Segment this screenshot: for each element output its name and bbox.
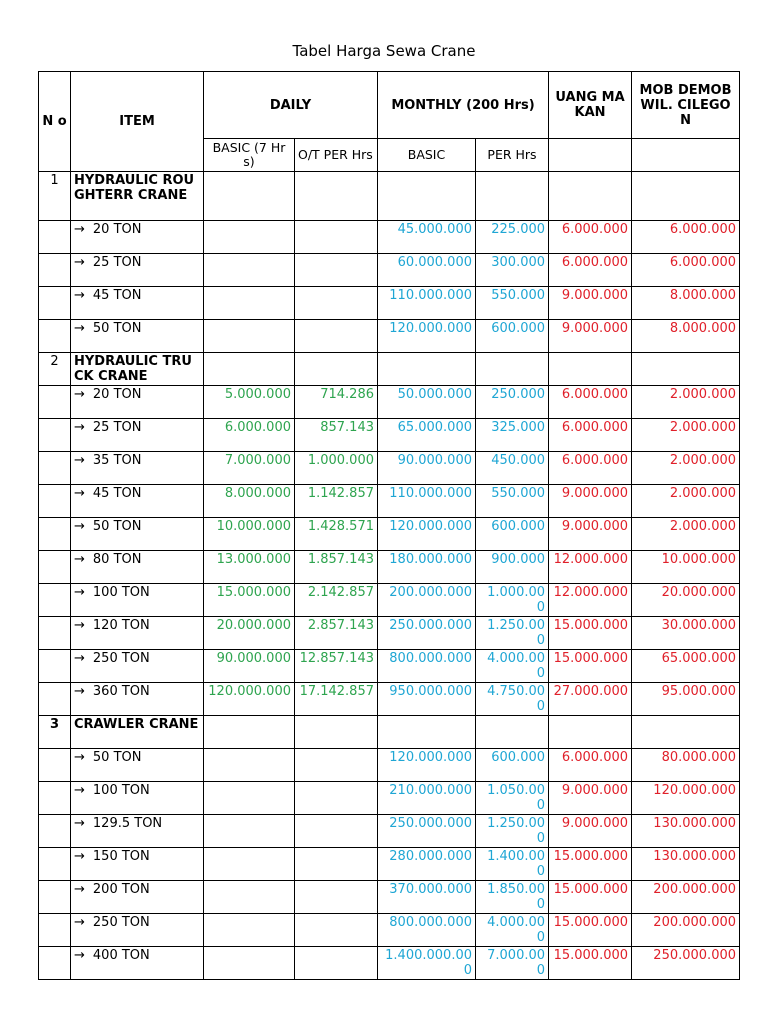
row-number-cell bbox=[39, 287, 71, 320]
arrow-right-icon: → bbox=[74, 585, 85, 600]
item-label: 100 TON bbox=[92, 783, 150, 798]
item-cell bbox=[71, 419, 204, 452]
row-number-cell bbox=[39, 683, 71, 716]
mob-demob-cell: 10.000.000 bbox=[632, 551, 740, 584]
empty-cell bbox=[549, 716, 632, 749]
table-row bbox=[39, 584, 740, 617]
mob-demob-cell: 8.000.000 bbox=[632, 287, 740, 320]
arrow-right-icon: → bbox=[74, 849, 85, 864]
empty-cell bbox=[476, 353, 549, 386]
group-name: HYDRAULIC TRUCK CRANE bbox=[71, 353, 204, 386]
daily-ot-cell: 857.143 bbox=[295, 419, 378, 452]
arrow-right-icon: → bbox=[74, 420, 85, 435]
monthly-basic-cell: 110.000.000 bbox=[378, 485, 476, 518]
table-row bbox=[39, 683, 740, 716]
header-daily-ot: O/T PER Hrs bbox=[295, 139, 378, 172]
monthly-basic-cell: 250.000.000 bbox=[378, 617, 476, 650]
item-label: 100 TON bbox=[92, 585, 150, 600]
daily-basic-cell: 5.000.000 bbox=[204, 386, 295, 419]
row-number-cell bbox=[39, 584, 71, 617]
monthly-basic-cell: 950.000.000 bbox=[378, 683, 476, 716]
uang-makan-cell: 6.000.000 bbox=[549, 386, 632, 419]
mob-demob-cell: 250.000.000 bbox=[632, 947, 740, 980]
header-no: N o bbox=[39, 72, 71, 172]
uang-makan-cell: 15.000.000 bbox=[549, 947, 632, 980]
table-row bbox=[39, 782, 740, 815]
table-row bbox=[39, 749, 740, 782]
uang-makan-cell: 6.000.000 bbox=[549, 749, 632, 782]
header-daily: DAILY bbox=[204, 72, 378, 139]
header-mob-demob: MOB DEMOB WIL. CILEGON bbox=[632, 72, 740, 139]
item-cell bbox=[71, 782, 204, 815]
daily-basic-cell bbox=[204, 320, 295, 353]
empty-cell bbox=[378, 172, 476, 221]
row-number-cell bbox=[39, 254, 71, 287]
daily-ot-cell: 2.857.143 bbox=[295, 617, 378, 650]
item-cell bbox=[71, 551, 204, 584]
row-number-cell bbox=[39, 782, 71, 815]
arrow-right-icon: → bbox=[74, 387, 85, 402]
row-number-cell bbox=[39, 848, 71, 881]
header-monthly-basic: BASIC bbox=[378, 139, 476, 172]
arrow-right-icon: → bbox=[74, 486, 85, 501]
daily-basic-cell bbox=[204, 947, 295, 980]
mob-demob-cell: 2.000.000 bbox=[632, 485, 740, 518]
table-body bbox=[39, 172, 740, 980]
arrow-right-icon: → bbox=[74, 222, 85, 237]
daily-ot-cell: 1.428.571 bbox=[295, 518, 378, 551]
monthly-basic-cell: 110.000.000 bbox=[378, 287, 476, 320]
daily-ot-cell bbox=[295, 287, 378, 320]
item-label: 20 TON bbox=[92, 222, 142, 237]
item-cell bbox=[71, 320, 204, 353]
monthly-per-hrs-cell: 550.000 bbox=[476, 485, 549, 518]
item-cell bbox=[71, 914, 204, 947]
arrow-right-icon: → bbox=[74, 552, 85, 567]
mob-demob-cell: 6.000.000 bbox=[632, 254, 740, 287]
daily-basic-cell bbox=[204, 749, 295, 782]
uang-makan-cell: 12.000.000 bbox=[549, 551, 632, 584]
monthly-basic-cell: 280.000.000 bbox=[378, 848, 476, 881]
daily-ot-cell: 17.142.857 bbox=[295, 683, 378, 716]
table-row bbox=[39, 485, 740, 518]
table-row bbox=[39, 386, 740, 419]
daily-ot-cell: 12.857.143 bbox=[295, 650, 378, 683]
mob-demob-cell: 2.000.000 bbox=[632, 419, 740, 452]
item-label: 200 TON bbox=[92, 882, 150, 897]
row-number-cell bbox=[39, 551, 71, 584]
item-label: 400 TON bbox=[92, 948, 150, 963]
mob-demob-cell: 95.000.000 bbox=[632, 683, 740, 716]
uang-makan-cell: 9.000.000 bbox=[549, 320, 632, 353]
mob-demob-cell: 30.000.000 bbox=[632, 617, 740, 650]
empty-cell bbox=[295, 353, 378, 386]
row-number-cell bbox=[39, 815, 71, 848]
monthly-per-hrs-cell: 1.250.000 bbox=[476, 815, 549, 848]
daily-basic-cell: 10.000.000 bbox=[204, 518, 295, 551]
mob-demob-cell: 80.000.000 bbox=[632, 749, 740, 782]
daily-basic-cell bbox=[204, 848, 295, 881]
header-row bbox=[39, 72, 740, 139]
mob-demob-cell: 8.000.000 bbox=[632, 320, 740, 353]
group-name: HYDRAULIC ROUGHTERR CRANE bbox=[71, 172, 204, 221]
uang-makan-cell: 9.000.000 bbox=[549, 287, 632, 320]
arrow-right-icon: → bbox=[74, 453, 85, 468]
uang-makan-cell: 15.000.000 bbox=[549, 848, 632, 881]
item-label: 25 TON bbox=[92, 255, 142, 270]
monthly-per-hrs-cell: 250.000 bbox=[476, 386, 549, 419]
uang-makan-cell: 6.000.000 bbox=[549, 419, 632, 452]
arrow-right-icon: → bbox=[74, 882, 85, 897]
arrow-right-icon: → bbox=[74, 651, 85, 666]
group-number: 2 bbox=[39, 353, 71, 386]
monthly-per-hrs-cell: 4.000.000 bbox=[476, 914, 549, 947]
daily-ot-cell: 714.286 bbox=[295, 386, 378, 419]
monthly-per-hrs-cell: 7.000.000 bbox=[476, 947, 549, 980]
arrow-right-icon: → bbox=[74, 288, 85, 303]
uang-makan-cell: 9.000.000 bbox=[549, 518, 632, 551]
empty-cell bbox=[378, 353, 476, 386]
row-number-cell bbox=[39, 485, 71, 518]
item-label: 45 TON bbox=[92, 486, 142, 501]
monthly-basic-cell: 65.000.000 bbox=[378, 419, 476, 452]
daily-basic-cell bbox=[204, 221, 295, 254]
mob-demob-cell: 20.000.000 bbox=[632, 584, 740, 617]
daily-basic-cell bbox=[204, 881, 295, 914]
group-row bbox=[39, 172, 740, 221]
header-uang-makan: UANG MAKAN bbox=[549, 72, 632, 139]
monthly-basic-cell: 250.000.000 bbox=[378, 815, 476, 848]
item-cell bbox=[71, 749, 204, 782]
daily-basic-cell: 120.000.000 bbox=[204, 683, 295, 716]
monthly-basic-cell: 800.000.000 bbox=[378, 914, 476, 947]
row-number-cell bbox=[39, 518, 71, 551]
mob-demob-cell: 120.000.000 bbox=[632, 782, 740, 815]
group-number: 3 bbox=[39, 716, 71, 749]
row-number-cell bbox=[39, 617, 71, 650]
item-cell bbox=[71, 881, 204, 914]
arrow-right-icon: → bbox=[74, 816, 85, 831]
item-label: 120 TON bbox=[92, 618, 150, 633]
daily-ot-cell: 1.000.000 bbox=[295, 452, 378, 485]
daily-ot-cell bbox=[295, 848, 378, 881]
daily-ot-cell: 1.142.857 bbox=[295, 485, 378, 518]
empty-cell bbox=[295, 172, 378, 221]
arrow-right-icon: → bbox=[74, 915, 85, 930]
group-number: 1 bbox=[39, 172, 71, 221]
mob-demob-cell: 200.000.000 bbox=[632, 914, 740, 947]
daily-basic-cell: 13.000.000 bbox=[204, 551, 295, 584]
daily-ot-cell: 1.857.143 bbox=[295, 551, 378, 584]
item-cell bbox=[71, 254, 204, 287]
mob-demob-cell: 130.000.000 bbox=[632, 848, 740, 881]
daily-ot-cell bbox=[295, 320, 378, 353]
group-name: CRAWLER CRANE bbox=[71, 716, 204, 749]
row-number-cell bbox=[39, 320, 71, 353]
item-label: 50 TON bbox=[92, 519, 142, 534]
arrow-right-icon: → bbox=[74, 750, 85, 765]
monthly-per-hrs-cell: 1.000.000 bbox=[476, 584, 549, 617]
monthly-basic-cell: 120.000.000 bbox=[378, 320, 476, 353]
item-cell bbox=[71, 518, 204, 551]
table-row bbox=[39, 848, 740, 881]
table-row bbox=[39, 419, 740, 452]
item-cell bbox=[71, 683, 204, 716]
table-row bbox=[39, 320, 740, 353]
daily-basic-cell: 90.000.000 bbox=[204, 650, 295, 683]
daily-ot-cell: 2.142.857 bbox=[295, 584, 378, 617]
table-row bbox=[39, 287, 740, 320]
monthly-basic-cell: 180.000.000 bbox=[378, 551, 476, 584]
item-label: 250 TON bbox=[92, 915, 150, 930]
item-label: 50 TON bbox=[92, 321, 142, 336]
table-row bbox=[39, 617, 740, 650]
arrow-right-icon: → bbox=[74, 618, 85, 633]
monthly-basic-cell: 120.000.000 bbox=[378, 749, 476, 782]
mob-demob-cell: 200.000.000 bbox=[632, 881, 740, 914]
daily-basic-cell: 8.000.000 bbox=[204, 485, 295, 518]
monthly-per-hrs-cell: 325.000 bbox=[476, 419, 549, 452]
empty-cell bbox=[549, 172, 632, 221]
daily-basic-cell: 7.000.000 bbox=[204, 452, 295, 485]
daily-basic-cell: 15.000.000 bbox=[204, 584, 295, 617]
daily-ot-cell bbox=[295, 221, 378, 254]
table-row bbox=[39, 452, 740, 485]
item-label: 80 TON bbox=[92, 552, 142, 567]
monthly-per-hrs-cell: 1.050.000 bbox=[476, 782, 549, 815]
mob-demob-cell: 65.000.000 bbox=[632, 650, 740, 683]
empty-cell bbox=[549, 353, 632, 386]
monthly-per-hrs-cell: 4.000.000 bbox=[476, 650, 549, 683]
row-number-cell bbox=[39, 650, 71, 683]
uang-makan-cell: 6.000.000 bbox=[549, 221, 632, 254]
monthly-per-hrs-cell: 225.000 bbox=[476, 221, 549, 254]
uang-makan-cell: 15.000.000 bbox=[549, 617, 632, 650]
monthly-per-hrs-cell: 600.000 bbox=[476, 518, 549, 551]
uang-makan-cell: 6.000.000 bbox=[549, 254, 632, 287]
item-cell bbox=[71, 650, 204, 683]
empty-cell bbox=[476, 716, 549, 749]
monthly-basic-cell: 800.000.000 bbox=[378, 650, 476, 683]
item-label: 360 TON bbox=[92, 684, 150, 699]
monthly-per-hrs-cell: 4.750.000 bbox=[476, 683, 549, 716]
monthly-per-hrs-cell: 900.000 bbox=[476, 551, 549, 584]
daily-ot-cell bbox=[295, 914, 378, 947]
item-cell bbox=[71, 848, 204, 881]
empty-cell bbox=[476, 172, 549, 221]
row-number-cell bbox=[39, 749, 71, 782]
header-monthly: MONTHLY (200 Hrs) bbox=[378, 72, 549, 139]
item-label: 150 TON bbox=[92, 849, 150, 864]
empty-cell bbox=[378, 716, 476, 749]
item-cell bbox=[71, 386, 204, 419]
mob-demob-cell: 130.000.000 bbox=[632, 815, 740, 848]
monthly-per-hrs-cell: 300.000 bbox=[476, 254, 549, 287]
monthly-per-hrs-cell: 1.250.000 bbox=[476, 617, 549, 650]
item-label: 35 TON bbox=[92, 453, 142, 468]
header-daily-basic: BASIC (7 Hrs) bbox=[204, 139, 295, 172]
table-row bbox=[39, 947, 740, 980]
item-label: 45 TON bbox=[92, 288, 142, 303]
page-title: Tabel Harga Sewa Crane bbox=[292, 42, 476, 60]
crane-price-table bbox=[38, 71, 740, 980]
table-row bbox=[39, 914, 740, 947]
table-row bbox=[39, 815, 740, 848]
monthly-per-hrs-cell: 450.000 bbox=[476, 452, 549, 485]
uang-makan-cell: 6.000.000 bbox=[549, 452, 632, 485]
arrow-right-icon: → bbox=[74, 255, 85, 270]
header-uang-makan-blank bbox=[549, 139, 632, 172]
mob-demob-cell: 2.000.000 bbox=[632, 452, 740, 485]
item-cell bbox=[71, 617, 204, 650]
mob-demob-cell: 2.000.000 bbox=[632, 518, 740, 551]
item-cell bbox=[71, 485, 204, 518]
monthly-per-hrs-cell: 600.000 bbox=[476, 320, 549, 353]
monthly-basic-cell: 50.000.000 bbox=[378, 386, 476, 419]
empty-cell bbox=[204, 172, 295, 221]
row-number-cell bbox=[39, 914, 71, 947]
daily-basic-cell bbox=[204, 254, 295, 287]
empty-cell bbox=[295, 716, 378, 749]
mob-demob-cell: 2.000.000 bbox=[632, 386, 740, 419]
daily-basic-cell bbox=[204, 914, 295, 947]
uang-makan-cell: 12.000.000 bbox=[549, 584, 632, 617]
monthly-basic-cell: 1.400.000.000 bbox=[378, 947, 476, 980]
daily-ot-cell bbox=[295, 815, 378, 848]
daily-basic-cell bbox=[204, 815, 295, 848]
arrow-right-icon: → bbox=[74, 783, 85, 798]
daily-ot-cell bbox=[295, 254, 378, 287]
uang-makan-cell: 9.000.000 bbox=[549, 485, 632, 518]
header-item: ITEM bbox=[71, 72, 204, 172]
daily-basic-cell: 6.000.000 bbox=[204, 419, 295, 452]
uang-makan-cell: 15.000.000 bbox=[549, 650, 632, 683]
item-cell bbox=[71, 947, 204, 980]
monthly-per-hrs-cell: 600.000 bbox=[476, 749, 549, 782]
table-row bbox=[39, 881, 740, 914]
uang-makan-cell: 9.000.000 bbox=[549, 815, 632, 848]
arrow-right-icon: → bbox=[74, 948, 85, 963]
daily-ot-cell bbox=[295, 947, 378, 980]
item-cell bbox=[71, 452, 204, 485]
table-row bbox=[39, 518, 740, 551]
arrow-right-icon: → bbox=[74, 684, 85, 699]
daily-ot-cell bbox=[295, 749, 378, 782]
monthly-basic-cell: 45.000.000 bbox=[378, 221, 476, 254]
uang-makan-cell: 9.000.000 bbox=[549, 782, 632, 815]
item-cell bbox=[71, 815, 204, 848]
row-number-cell bbox=[39, 221, 71, 254]
item-label: 25 TON bbox=[92, 420, 142, 435]
row-number-cell bbox=[39, 452, 71, 485]
item-cell bbox=[71, 221, 204, 254]
row-number-cell bbox=[39, 419, 71, 452]
item-label: 250 TON bbox=[92, 651, 150, 666]
monthly-per-hrs-cell: 1.850.000 bbox=[476, 881, 549, 914]
arrow-right-icon: → bbox=[74, 519, 85, 534]
row-number-cell bbox=[39, 947, 71, 980]
monthly-basic-cell: 120.000.000 bbox=[378, 518, 476, 551]
monthly-per-hrs-cell: 550.000 bbox=[476, 287, 549, 320]
item-label: 20 TON bbox=[92, 387, 142, 402]
uang-makan-cell: 15.000.000 bbox=[549, 914, 632, 947]
table-row bbox=[39, 551, 740, 584]
row-number-cell bbox=[39, 386, 71, 419]
empty-cell bbox=[632, 172, 740, 221]
daily-basic-cell bbox=[204, 782, 295, 815]
monthly-basic-cell: 90.000.000 bbox=[378, 452, 476, 485]
group-row bbox=[39, 716, 740, 749]
monthly-basic-cell: 60.000.000 bbox=[378, 254, 476, 287]
table-row bbox=[39, 650, 740, 683]
uang-makan-cell: 15.000.000 bbox=[549, 881, 632, 914]
empty-cell bbox=[204, 353, 295, 386]
item-label: 129.5 TON bbox=[92, 816, 163, 831]
monthly-basic-cell: 370.000.000 bbox=[378, 881, 476, 914]
table-row bbox=[39, 254, 740, 287]
item-cell bbox=[71, 287, 204, 320]
empty-cell bbox=[204, 716, 295, 749]
item-cell bbox=[71, 584, 204, 617]
empty-cell bbox=[632, 353, 740, 386]
daily-ot-cell bbox=[295, 782, 378, 815]
daily-basic-cell bbox=[204, 287, 295, 320]
arrow-right-icon: → bbox=[74, 321, 85, 336]
daily-ot-cell bbox=[295, 881, 378, 914]
monthly-basic-cell: 210.000.000 bbox=[378, 782, 476, 815]
uang-makan-cell: 27.000.000 bbox=[549, 683, 632, 716]
item-label: 50 TON bbox=[92, 750, 142, 765]
daily-basic-cell: 20.000.000 bbox=[204, 617, 295, 650]
mob-demob-cell: 6.000.000 bbox=[632, 221, 740, 254]
header-monthly-per-hrs: PER Hrs bbox=[476, 139, 549, 172]
group-row bbox=[39, 353, 740, 386]
empty-cell bbox=[632, 716, 740, 749]
header-mob-demob-blank bbox=[632, 139, 740, 172]
row-number-cell bbox=[39, 881, 71, 914]
monthly-per-hrs-cell: 1.400.000 bbox=[476, 848, 549, 881]
table-row bbox=[39, 221, 740, 254]
monthly-basic-cell: 200.000.000 bbox=[378, 584, 476, 617]
